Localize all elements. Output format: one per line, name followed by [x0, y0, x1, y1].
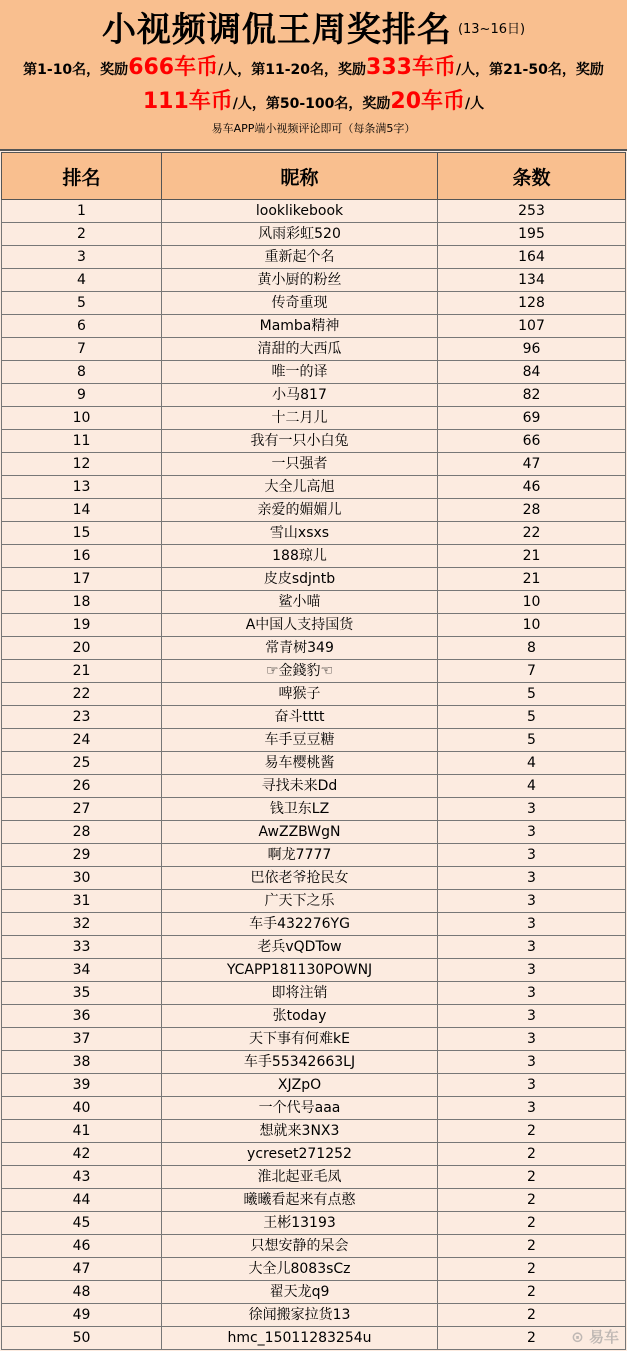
nickname-cell: 车手432276YG	[162, 913, 438, 936]
nickname-cell: 雪山xsxs	[162, 522, 438, 545]
count-cell: 10	[438, 614, 626, 637]
count-cell: 3	[438, 1097, 626, 1120]
nickname-cell: 想就来3NX3	[162, 1120, 438, 1143]
nickname-cell: 传奇重现	[162, 292, 438, 315]
count-cell: 3	[438, 821, 626, 844]
rank-cell: 4	[2, 269, 162, 292]
count-cell: 253	[438, 200, 626, 223]
count-cell: 66	[438, 430, 626, 453]
table-row	[2, 913, 626, 936]
nickname-cell: 易车樱桃酱	[162, 752, 438, 775]
table-row	[2, 200, 626, 223]
nickname-cell: 老兵vQDTow	[162, 936, 438, 959]
nickname-cell: 大全儿8083sCz	[162, 1258, 438, 1281]
table-row	[2, 821, 626, 844]
count-cell: 3	[438, 890, 626, 913]
nickname-cell: 车手豆豆糖	[162, 729, 438, 752]
count-cell: 28	[438, 499, 626, 522]
rank-cell: 7	[2, 338, 162, 361]
rank-cell: 28	[2, 821, 162, 844]
rank-cell: 1	[2, 200, 162, 223]
count-cell: 22	[438, 522, 626, 545]
count-cell: 96	[438, 338, 626, 361]
rank-cell: 19	[2, 614, 162, 637]
rank-cell: 17	[2, 568, 162, 591]
table-row	[2, 1212, 626, 1235]
table-row	[2, 683, 626, 706]
count-cell: 128	[438, 292, 626, 315]
rank-cell: 49	[2, 1304, 162, 1327]
nickname-cell: 鲨小喵	[162, 591, 438, 614]
rank-cell: 39	[2, 1074, 162, 1097]
table-row	[2, 430, 626, 453]
table-row	[2, 1005, 626, 1028]
rank-cell: 29	[2, 844, 162, 867]
nickname-cell: XJZpO	[162, 1074, 438, 1097]
reward-amount: 20车币	[390, 89, 466, 114]
count-cell: 2	[438, 1235, 626, 1258]
table-row	[2, 1143, 626, 1166]
nickname-cell: 风雨彩虹520	[162, 223, 438, 246]
table-row	[2, 315, 626, 338]
nickname-cell: YCAPP181130POWNJ	[162, 959, 438, 982]
table-row	[2, 844, 626, 867]
count-cell: 3	[438, 1028, 626, 1051]
rank-cell: 36	[2, 1005, 162, 1028]
nickname-cell: Mamba精神	[162, 315, 438, 338]
count-cell: 2	[438, 1120, 626, 1143]
nickname-cell: 十二月儿	[162, 407, 438, 430]
nickname-cell: A中国人支持国货	[162, 614, 438, 637]
rank-cell: 37	[2, 1028, 162, 1051]
rank-cell: 16	[2, 545, 162, 568]
rank-cell: 35	[2, 982, 162, 1005]
table-row	[2, 1028, 626, 1051]
ranking-table	[1, 152, 626, 1350]
title-line	[0, 2, 627, 51]
table-row	[2, 660, 626, 683]
nickname-cell: 皮皮sdjntb	[162, 568, 438, 591]
nickname-cell: 王彬13193	[162, 1212, 438, 1235]
table-row	[2, 1097, 626, 1120]
nickname-cell: AwZZBWgN	[162, 821, 438, 844]
nickname-cell: 188琼儿	[162, 545, 438, 568]
nickname-cell: 即将注销	[162, 982, 438, 1005]
rank-cell: 20	[2, 637, 162, 660]
nickname-cell: 重新起个名	[162, 246, 438, 269]
column-header-rank: 排名	[2, 153, 162, 200]
reward-text: /人，第21-50名，奖励	[455, 62, 604, 78]
table-row	[2, 338, 626, 361]
rank-cell: 47	[2, 1258, 162, 1281]
nickname-cell: 小马817	[162, 384, 438, 407]
nickname-cell: hmc_15011283254u	[162, 1327, 438, 1350]
count-cell: 2	[438, 1327, 626, 1350]
table-body	[2, 200, 626, 1350]
count-cell: 2	[438, 1143, 626, 1166]
table-row	[2, 752, 626, 775]
table-row	[2, 1327, 626, 1350]
count-cell: 21	[438, 545, 626, 568]
table-row	[2, 591, 626, 614]
table-row	[2, 292, 626, 315]
nickname-cell: 寻找未来Dd	[162, 775, 438, 798]
count-cell: 3	[438, 844, 626, 867]
count-cell: 3	[438, 1074, 626, 1097]
table-row	[2, 1074, 626, 1097]
table-row	[2, 384, 626, 407]
page-title: 小视频调侃王周奖排名	[101, 10, 452, 50]
table-row	[2, 407, 626, 430]
nickname-cell: 啤猴子	[162, 683, 438, 706]
rank-cell: 6	[2, 315, 162, 338]
table-row	[2, 1258, 626, 1281]
rank-cell: 32	[2, 913, 162, 936]
nickname-cell: 张today	[162, 1005, 438, 1028]
count-cell: 3	[438, 867, 626, 890]
count-cell: 5	[438, 729, 626, 752]
count-cell: 107	[438, 315, 626, 338]
count-cell: 46	[438, 476, 626, 499]
rank-cell: 9	[2, 384, 162, 407]
nickname-cell: 奋斗tttt	[162, 706, 438, 729]
rank-cell: 30	[2, 867, 162, 890]
column-header-nickname: 昵称	[162, 153, 438, 200]
count-cell: 82	[438, 384, 626, 407]
rank-cell: 27	[2, 798, 162, 821]
count-cell: 2	[438, 1166, 626, 1189]
reward-amount: 666车币	[128, 55, 219, 80]
nickname-cell: 唯一的译	[162, 361, 438, 384]
rank-cell: 25	[2, 752, 162, 775]
nickname-cell: 一只强者	[162, 453, 438, 476]
count-cell: 3	[438, 1051, 626, 1074]
rank-cell: 24	[2, 729, 162, 752]
nickname-cell: 黄小厨的粉丝	[162, 269, 438, 292]
count-cell: 3	[438, 936, 626, 959]
table-row	[2, 798, 626, 821]
count-cell: 84	[438, 361, 626, 384]
rank-cell: 34	[2, 959, 162, 982]
table-row	[2, 729, 626, 752]
reward-text: /人，第50-100名，奖励	[232, 96, 391, 112]
rank-cell: 12	[2, 453, 162, 476]
nickname-cell: ☞金錢豹☜	[162, 660, 438, 683]
nickname-cell: 广天下之乐	[162, 890, 438, 913]
table-row	[2, 706, 626, 729]
count-cell: 8	[438, 637, 626, 660]
rank-cell: 42	[2, 1143, 162, 1166]
table-row	[2, 568, 626, 591]
count-cell: 47	[438, 453, 626, 476]
table-row	[2, 246, 626, 269]
count-cell: 4	[438, 775, 626, 798]
count-cell: 195	[438, 223, 626, 246]
table-row	[2, 775, 626, 798]
nickname-cell: 车手55342663LJ	[162, 1051, 438, 1074]
count-cell: 5	[438, 683, 626, 706]
count-cell: 21	[438, 568, 626, 591]
rank-cell: 14	[2, 499, 162, 522]
rank-cell: 23	[2, 706, 162, 729]
table-row	[2, 982, 626, 1005]
count-cell: 3	[438, 959, 626, 982]
reward-description	[0, 52, 627, 120]
rank-cell: 46	[2, 1235, 162, 1258]
nickname-cell: 一个代号aaa	[162, 1097, 438, 1120]
reward-amount: 111车币	[142, 89, 233, 114]
rank-cell: 48	[2, 1281, 162, 1304]
table-row	[2, 545, 626, 568]
rank-cell: 43	[2, 1166, 162, 1189]
rank-cell: 8	[2, 361, 162, 384]
nickname-cell: 亲爱的媚媚儿	[162, 499, 438, 522]
watermark-text: 易车	[588, 1328, 619, 1346]
nickname-cell: 只想安静的呆会	[162, 1235, 438, 1258]
table-row	[2, 223, 626, 246]
rank-cell: 2	[2, 223, 162, 246]
table-row	[2, 1120, 626, 1143]
table-row	[2, 867, 626, 890]
count-cell: 3	[438, 1005, 626, 1028]
yiche-watermark-logo: ⊙ 易车	[571, 1328, 619, 1346]
table-row	[2, 890, 626, 913]
table-row	[2, 1051, 626, 1074]
reward-text: /人，第11-20名，奖励	[218, 62, 367, 78]
count-cell: 2	[438, 1281, 626, 1304]
rank-cell: 31	[2, 890, 162, 913]
table-row	[2, 936, 626, 959]
rank-cell: 3	[2, 246, 162, 269]
table-row	[2, 499, 626, 522]
table-row	[2, 522, 626, 545]
nickname-cell: 巴依老爷抢民女	[162, 867, 438, 890]
table-row	[2, 637, 626, 660]
count-cell: 2	[438, 1258, 626, 1281]
reward-amount: 333车币	[366, 55, 456, 80]
table-row	[2, 1189, 626, 1212]
participation-note: 易车APP端小视频评论即可（每条满5字）	[211, 122, 416, 135]
table-row	[2, 1166, 626, 1189]
rank-cell: 44	[2, 1189, 162, 1212]
table-row	[2, 1304, 626, 1327]
nickname-cell: 我有一只小白兔	[162, 430, 438, 453]
table-row	[2, 453, 626, 476]
reward-line-2	[0, 86, 627, 120]
count-cell: 2	[438, 1212, 626, 1235]
count-cell: 164	[438, 246, 626, 269]
table-header-row	[2, 153, 626, 200]
count-cell: 4	[438, 752, 626, 775]
count-cell: 2	[438, 1304, 626, 1327]
rank-cell: 21	[2, 660, 162, 683]
header-banner	[0, 0, 627, 151]
table-row	[2, 1235, 626, 1258]
nickname-cell: 曦曦看起来有点憨	[162, 1189, 438, 1212]
nickname-cell: ycreset271252	[162, 1143, 438, 1166]
table-row	[2, 476, 626, 499]
date-range: (13~16日)	[457, 22, 526, 37]
rank-cell: 18	[2, 591, 162, 614]
count-cell: 69	[438, 407, 626, 430]
count-cell: 5	[438, 706, 626, 729]
table-row	[2, 614, 626, 637]
rank-cell: 10	[2, 407, 162, 430]
nickname-cell: 大全儿高旭	[162, 476, 438, 499]
rank-cell: 38	[2, 1051, 162, 1074]
nickname-cell: 啊龙7777	[162, 844, 438, 867]
rank-cell: 26	[2, 775, 162, 798]
reward-line-1	[0, 52, 627, 86]
reward-text: /人	[465, 96, 485, 112]
nickname-cell: 天下事有何难kE	[162, 1028, 438, 1051]
rank-cell: 41	[2, 1120, 162, 1143]
table-row	[2, 1281, 626, 1304]
count-cell: 10	[438, 591, 626, 614]
rank-cell: 33	[2, 936, 162, 959]
rank-cell: 11	[2, 430, 162, 453]
rank-cell: 15	[2, 522, 162, 545]
nickname-cell: 钱卫东LZ	[162, 798, 438, 821]
rank-cell: 13	[2, 476, 162, 499]
nickname-cell: 清甜的大西瓜	[162, 338, 438, 361]
table-row	[2, 269, 626, 292]
count-cell: 3	[438, 798, 626, 821]
count-cell: 7	[438, 660, 626, 683]
count-cell: 134	[438, 269, 626, 292]
nickname-cell: 翟天龙q9	[162, 1281, 438, 1304]
rank-cell: 22	[2, 683, 162, 706]
rank-cell: 5	[2, 292, 162, 315]
table-row	[2, 361, 626, 384]
rank-cell: 45	[2, 1212, 162, 1235]
reward-text: 第1-10名，奖励	[23, 62, 129, 78]
count-cell: 3	[438, 913, 626, 936]
nickname-cell: 徐闻搬家拉货13	[162, 1304, 438, 1327]
nickname-cell: 常青树349	[162, 637, 438, 660]
count-cell: 3	[438, 982, 626, 1005]
count-cell: 2	[438, 1189, 626, 1212]
table-row	[2, 959, 626, 982]
rank-cell: 50	[2, 1327, 162, 1350]
rank-cell: 40	[2, 1097, 162, 1120]
nickname-cell: looklikebook	[162, 200, 438, 223]
nickname-cell: 淮北起亚毛凤	[162, 1166, 438, 1189]
column-header-count: 条数	[438, 153, 626, 200]
